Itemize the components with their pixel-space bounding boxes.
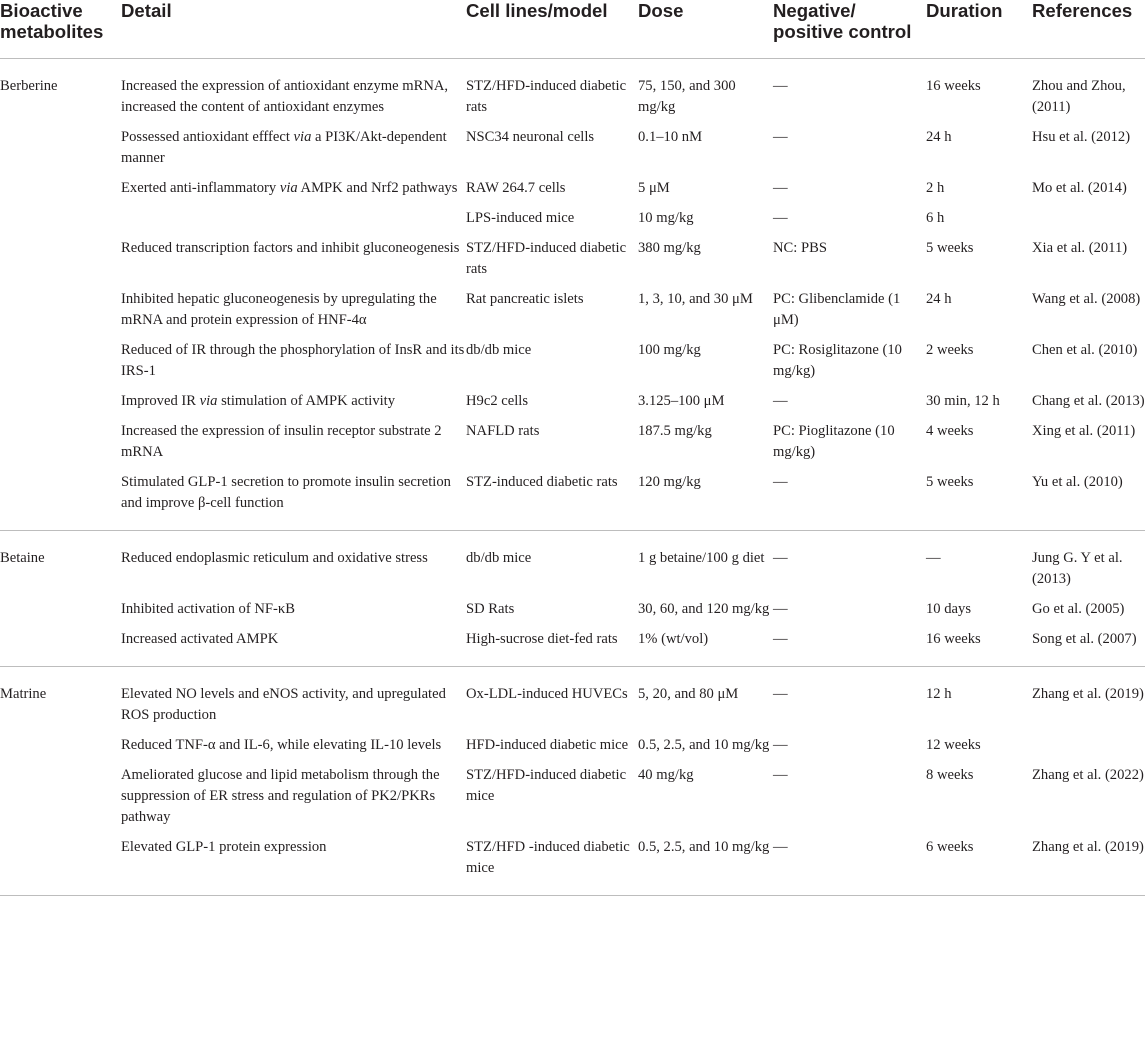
- duration-cell: 12 h: [926, 686, 952, 702]
- detail-cell: Improved IR via stimulation of AMPK activity: [121, 393, 396, 409]
- cell-lines-cell: Rat pancreatic islets: [466, 291, 584, 307]
- header-dose: Dose: [638, 0, 773, 59]
- cell-lines-cell: HFD-induced diabetic mice: [466, 737, 629, 753]
- duration-cell: 30 min, 12 h: [926, 393, 1000, 409]
- reference-cell: Xing et al. (2011): [1032, 423, 1136, 439]
- cell-lines-cell: STZ/HFD-induced diabetic mice: [466, 767, 627, 804]
- cell-lines-cell: H9c2 cells: [466, 393, 529, 409]
- detail-cell: Stimulated GLP-1 secretion to promote insulin secretion and improve β-cell function: [121, 472, 466, 531]
- table-row: [0, 238, 1145, 289]
- reference-cell: Zhang et al. (2022): [1032, 767, 1144, 783]
- cell-lines-cell: RAW 264.7 cells: [466, 180, 566, 196]
- detail-cell: Increased the expression of antioxidant enzyme mRNA, increased the content of antioxidant enzymes: [121, 78, 449, 115]
- table-row: [0, 421, 1145, 472]
- table-row: [0, 531, 1145, 600]
- detail-cell: Reduced TNF-α and IL-6, while elevating IL-10 levels: [121, 737, 442, 753]
- reference-cell: Mo et al. (2014): [1032, 180, 1127, 196]
- reference-cell: Song et al. (2007): [1032, 629, 1145, 667]
- table-row: [0, 599, 1145, 629]
- duration-cell: 6 h: [926, 210, 945, 226]
- detail-cell: Increased the expression of insulin receptor substrate 2 mRNA: [121, 423, 442, 460]
- control-cell: —: [773, 472, 926, 531]
- control-cell: —: [773, 686, 788, 702]
- detail-cell: Reduced transcription factors and inhibit gluconeogenesis: [121, 240, 460, 256]
- control-cell: —: [773, 837, 926, 896]
- control-cell: PC: Rosiglitazone (10 mg/kg): [773, 342, 902, 379]
- header-row: [0, 0, 1145, 59]
- control-cell: PC: Pioglitazone (10 mg/kg): [773, 423, 895, 460]
- table-row: [0, 127, 1145, 178]
- dose-cell: 0.1–10 nM: [638, 129, 703, 145]
- detail-cell: Exerted anti-inflammatory via AMPK and Nrf2 pathways: [121, 180, 458, 196]
- dose-cell: 5 μM: [638, 180, 670, 196]
- control-cell: NC: PBS: [773, 240, 827, 256]
- dose-cell: 1 g betaine/100 g diet: [638, 550, 765, 566]
- cell-lines-cell: NSC34 neuronal cells: [466, 129, 595, 145]
- reference-cell: Hsu et al. (2012): [1032, 129, 1131, 145]
- detail-cell: Reduced of IR through the phosphorylation of InsR and its IRS-1: [121, 342, 465, 379]
- reference-cell: [1032, 735, 1145, 765]
- cell-lines-cell: LPS-induced mice: [466, 210, 575, 226]
- metabolite-name: Betaine: [0, 531, 121, 667]
- control-cell: —: [773, 180, 788, 196]
- table-row: [0, 765, 1145, 837]
- reference-cell: Yu et al. (2010): [1032, 472, 1145, 531]
- dose-cell: 5, 20, and 80 μM: [638, 686, 739, 702]
- table-row: [0, 837, 1145, 896]
- cell-lines-cell: STZ/HFD-induced diabetic rats: [466, 240, 627, 277]
- control-cell: —: [773, 78, 788, 94]
- control-cell: —: [773, 601, 788, 617]
- duration-cell: 12 weeks: [926, 737, 981, 753]
- reference-cell: Jung G. Y et al. (2013): [1032, 550, 1123, 587]
- reference-cell: Zhou and Zhou, (2011): [1032, 78, 1126, 115]
- cell-lines-cell: Ox-LDL-induced HUVECs: [466, 686, 628, 702]
- control-cell: —: [773, 550, 788, 566]
- control-cell: —: [773, 393, 788, 409]
- control-cell: —: [773, 737, 788, 753]
- dose-cell: 100 mg/kg: [638, 342, 701, 358]
- dose-cell: 120 mg/kg: [638, 472, 773, 531]
- control-cell: —: [773, 629, 926, 667]
- reference-cell: Zhang et al. (2019): [1032, 837, 1145, 896]
- cell-lines-cell: db/db mice: [466, 342, 532, 358]
- control-cell: —: [773, 129, 788, 145]
- duration-cell: 6 weeks: [926, 837, 1032, 896]
- reference-cell: Wang et al. (2008): [1032, 291, 1141, 307]
- table-row: [0, 391, 1145, 421]
- header-references: References: [1032, 0, 1145, 59]
- dose-cell: 3.125–100 μM: [638, 393, 725, 409]
- control-cell: —: [773, 767, 788, 783]
- dose-cell: 0.5, 2.5, and 10 mg/kg: [638, 837, 773, 896]
- detail-cell: Inhibited activation of NF-κB: [121, 601, 295, 617]
- table-row: [0, 340, 1145, 391]
- duration-cell: 5 weeks: [926, 472, 1032, 531]
- table-row: [0, 178, 1145, 208]
- dose-cell: 10 mg/kg: [638, 210, 694, 226]
- reference-cell: Chen et al. (2010): [1032, 342, 1138, 358]
- table-row: [0, 472, 1145, 531]
- duration-cell: 24 h: [926, 291, 952, 307]
- dose-cell: 30, 60, and 120 mg/kg: [638, 601, 770, 617]
- dose-cell: 1% (wt/vol): [638, 629, 773, 667]
- dose-cell: 380 mg/kg: [638, 240, 701, 256]
- table-row: [0, 289, 1145, 340]
- dose-cell: 75, 150, and 300 mg/kg: [638, 78, 736, 115]
- control-cell: PC: Glibenclamide (1 μM): [773, 291, 901, 328]
- detail-cell: Elevated NO levels and eNOS activity, and upregulated ROS production: [121, 686, 446, 723]
- table-row: [0, 667, 1145, 736]
- table-row: [0, 735, 1145, 765]
- cell-lines-cell: STZ/HFD-induced diabetic rats: [466, 78, 627, 115]
- metabolite-name: Berberine: [0, 59, 121, 531]
- detail-cell: Elevated GLP-1 protein expression: [121, 837, 466, 896]
- duration-cell: 2 weeks: [926, 342, 974, 358]
- dose-cell: 1, 3, 10, and 30 μM: [638, 291, 753, 307]
- reference-cell: Xia et al. (2011): [1032, 240, 1128, 256]
- detail-cell: Possessed antioxidant efffect via a PI3K/Akt-dependent manner: [121, 129, 447, 166]
- dose-cell: 0.5, 2.5, and 10 mg/kg: [638, 737, 770, 753]
- duration-cell: 10 days: [926, 601, 971, 617]
- detail-cell: Inhibited hepatic gluconeogenesis by upregulating the mRNA and protein expression of HNF-4α: [121, 291, 437, 328]
- cell-lines-cell: NAFLD rats: [466, 423, 540, 439]
- header-duration: Duration: [926, 0, 1032, 59]
- cell-lines-cell: SD Rats: [466, 601, 515, 617]
- header-cell-lines: Cell lines/model: [466, 0, 638, 59]
- reference-cell: Chang et al. (2013): [1032, 393, 1145, 409]
- detail-cell: Increased activated AMPK: [121, 629, 466, 667]
- dose-cell: 40 mg/kg: [638, 767, 694, 783]
- dose-cell: 187.5 mg/kg: [638, 423, 712, 439]
- duration-cell: 8 weeks: [926, 767, 974, 783]
- cell-lines-cell: STZ/HFD -induced diabetic mice: [466, 837, 638, 896]
- reference-cell: Zhang et al. (2019): [1032, 686, 1144, 702]
- cell-lines-cell: STZ-induced diabetic rats: [466, 472, 638, 531]
- reference-cell: Go et al. (2005): [1032, 601, 1125, 617]
- detail-cell: Ameliorated glucose and lipid metabolism through the suppression of ER stress and regulation of PK2/PKRs pathway: [121, 767, 440, 825]
- cell-lines-cell: db/db mice: [466, 550, 532, 566]
- detail-cell: Reduced endoplasmic reticulum and oxidative stress: [121, 550, 428, 566]
- metabolite-name: Matrine: [0, 667, 121, 896]
- control-cell: —: [773, 210, 788, 226]
- duration-cell: 16 weeks: [926, 78, 981, 94]
- header-detail: Detail: [121, 0, 466, 59]
- cell-lines-cell: High-sucrose diet-fed rats: [466, 629, 638, 667]
- duration-cell: 4 weeks: [926, 423, 974, 439]
- header-control: Negative/ positive control: [773, 0, 926, 59]
- duration-cell: 2 h: [926, 180, 945, 196]
- duration-cell: —: [926, 550, 941, 566]
- duration-cell: 16 weeks: [926, 629, 1032, 667]
- table-row: [0, 59, 1145, 128]
- duration-cell: 5 weeks: [926, 240, 974, 256]
- header-metabolite: Bioactive metabolites: [0, 0, 121, 59]
- table-row: [0, 629, 1145, 667]
- duration-cell: 24 h: [926, 129, 952, 145]
